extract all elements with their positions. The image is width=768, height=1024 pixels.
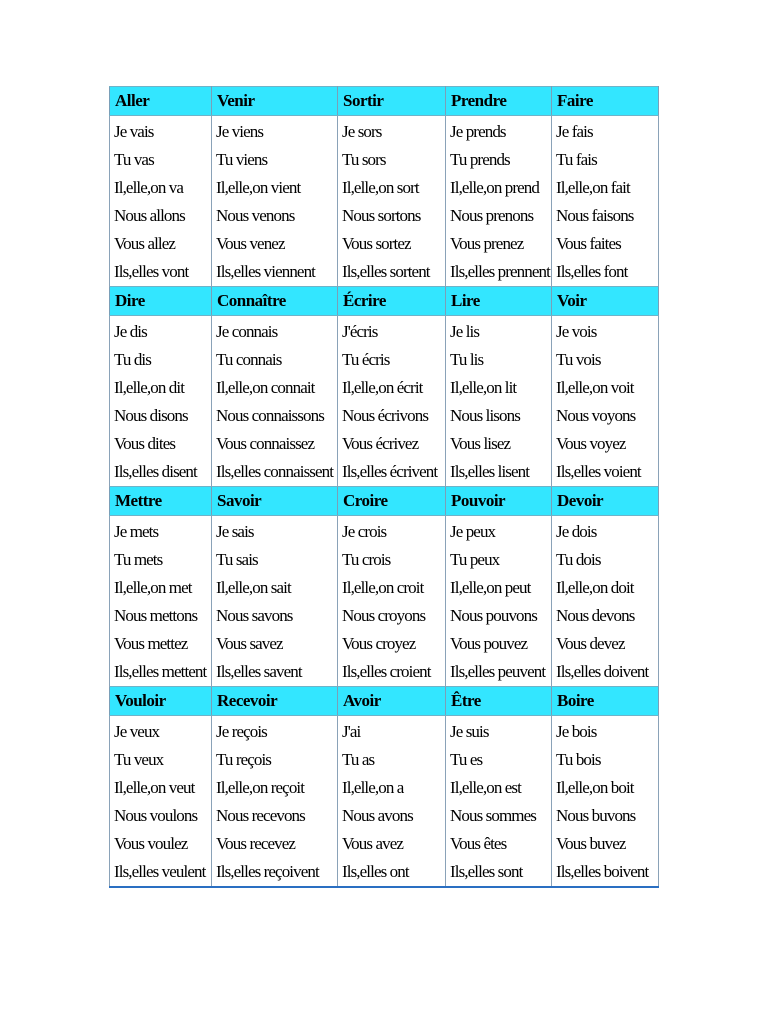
conjugated-form: Je dois bbox=[556, 522, 597, 541]
conjugated-form: Je connais bbox=[216, 322, 278, 341]
verb-name-cell: Devoir bbox=[552, 487, 659, 516]
conjugated-form: Ils,elles écrivent bbox=[342, 462, 438, 481]
conjugation-row bbox=[110, 316, 659, 487]
conjugated-form: Tu connais bbox=[216, 350, 282, 369]
conjugation-cell bbox=[552, 316, 659, 487]
verb-name-cell: Vouloir bbox=[110, 687, 212, 716]
conjugated-form: Tu mets bbox=[114, 550, 163, 569]
conjugated-form: Il,elle,on va bbox=[114, 178, 184, 197]
conjugated-form: Ils,elles prennent bbox=[450, 262, 550, 281]
conjugated-form: Vous recevez bbox=[216, 834, 296, 853]
conjugation-cell bbox=[212, 316, 338, 487]
conjugated-form: J'écris bbox=[342, 322, 378, 341]
conjugated-form: Il,elle,on reçoit bbox=[216, 778, 305, 797]
conjugated-form: Je dis bbox=[114, 322, 147, 341]
conjugation-cell bbox=[446, 516, 552, 687]
verb-name-cell: Recevoir bbox=[212, 687, 338, 716]
conjugation-cell bbox=[110, 716, 212, 888]
conjugated-form: Vous écrivez bbox=[342, 434, 419, 453]
verb-name-cell: Faire bbox=[552, 87, 659, 116]
conjugated-form: Je crois bbox=[342, 522, 387, 541]
verb-name-cell: Lire bbox=[446, 287, 552, 316]
conjugated-form: Nous sortons bbox=[342, 206, 421, 225]
conjugated-form: Tu sais bbox=[216, 550, 258, 569]
conjugated-form: Vous mettez bbox=[114, 634, 188, 653]
conjugated-form: Nous écrivons bbox=[342, 406, 429, 425]
conjugated-form: Je fais bbox=[556, 122, 593, 141]
verb-conjugation-table bbox=[109, 86, 659, 888]
conjugated-form: Ils,elles voient bbox=[556, 462, 641, 481]
conjugated-form: Ils,elles mettent bbox=[114, 662, 207, 681]
conjugated-form: Nous pouvons bbox=[450, 606, 537, 625]
conjugated-form: Tu dois bbox=[556, 550, 601, 569]
conjugated-form: Nous devons bbox=[556, 606, 635, 625]
conjugated-form: Ils,elles savent bbox=[216, 662, 302, 681]
conjugated-form: Ils,elles disent bbox=[114, 462, 197, 481]
conjugated-form: Vous devez bbox=[556, 634, 625, 653]
conjugation-cell bbox=[446, 716, 552, 888]
verb-header-row bbox=[110, 287, 659, 316]
verb-name-cell: Écrire bbox=[338, 287, 446, 316]
conjugated-form: Nous connaissons bbox=[216, 406, 324, 425]
conjugated-form: Nous sommes bbox=[450, 806, 536, 825]
conjugated-form: Ils,elles sont bbox=[450, 862, 523, 881]
conjugated-form: Ils,elles croient bbox=[342, 662, 431, 681]
verb-name-cell: Croire bbox=[338, 487, 446, 516]
conjugation-row bbox=[110, 116, 659, 287]
verb-header-row bbox=[110, 87, 659, 116]
conjugation-cell bbox=[110, 516, 212, 687]
conjugated-form: Vous sortez bbox=[342, 234, 411, 253]
conjugation-cell bbox=[338, 116, 446, 287]
verb-name-cell: Connaître bbox=[212, 287, 338, 316]
verb-name-cell: Mettre bbox=[110, 487, 212, 516]
conjugated-form: Ils,elles sortent bbox=[342, 262, 430, 281]
conjugated-form: Nous venons bbox=[216, 206, 295, 225]
conjugated-form: Je reçois bbox=[216, 722, 267, 741]
conjugated-form: Il,elle,on écrit bbox=[342, 378, 423, 397]
conjugated-form: Vous buvez bbox=[556, 834, 626, 853]
conjugated-form: Il,elle,on doit bbox=[556, 578, 634, 597]
conjugated-form: Tu as bbox=[342, 750, 375, 769]
conjugated-form: Nous avons bbox=[342, 806, 413, 825]
conjugated-form: Vous croyez bbox=[342, 634, 416, 653]
verb-name-cell: Pouvoir bbox=[446, 487, 552, 516]
conjugated-form: Nous lisons bbox=[450, 406, 520, 425]
conjugated-form: Nous disons bbox=[114, 406, 188, 425]
conjugated-form: Ils,elles viennent bbox=[216, 262, 315, 281]
conjugated-form: Tu veux bbox=[114, 750, 164, 769]
conjugated-form: Il,elle,on est bbox=[450, 778, 521, 797]
conjugated-form: Il,elle,on met bbox=[114, 578, 192, 597]
verb-name-cell: Avoir bbox=[338, 687, 446, 716]
conjugation-row bbox=[110, 716, 659, 888]
conjugated-form: Je sais bbox=[216, 522, 254, 541]
conjugated-form: Je sors bbox=[342, 122, 382, 141]
conjugated-form: Tu crois bbox=[342, 550, 391, 569]
conjugated-form: Tu viens bbox=[216, 150, 268, 169]
conjugated-form: Nous buvons bbox=[556, 806, 636, 825]
conjugated-form: Tu bois bbox=[556, 750, 601, 769]
verb-header-row bbox=[110, 687, 659, 716]
conjugated-form: Vous voulez bbox=[114, 834, 188, 853]
conjugated-form: Tu lis bbox=[450, 350, 484, 369]
verb-name-cell: Boire bbox=[552, 687, 659, 716]
verb-name-cell: Prendre bbox=[446, 87, 552, 116]
conjugated-form: Ils,elles ont bbox=[342, 862, 409, 881]
conjugated-form: Tu dis bbox=[114, 350, 151, 369]
conjugated-form: Je mets bbox=[114, 522, 159, 541]
conjugated-form: Tu sors bbox=[342, 150, 386, 169]
conjugated-form: Vous avez bbox=[342, 834, 403, 853]
conjugation-row bbox=[110, 516, 659, 687]
conjugated-form: Il,elle,on lit bbox=[450, 378, 517, 397]
conjugated-form: Vous allez bbox=[114, 234, 176, 253]
verb-name-cell: Être bbox=[446, 687, 552, 716]
conjugated-form: Il,elle,on vient bbox=[216, 178, 301, 197]
conjugated-form: Nous croyons bbox=[342, 606, 426, 625]
conjugated-form: Ils,elles reçoivent bbox=[216, 862, 319, 881]
conjugated-form: Nous mettons bbox=[114, 606, 198, 625]
conjugated-form: Vous faites bbox=[556, 234, 621, 253]
conjugated-form: Il,elle,on voit bbox=[556, 378, 634, 397]
conjugated-form: Vous lisez bbox=[450, 434, 511, 453]
conjugated-form: Vous connaissez bbox=[216, 434, 315, 453]
conjugated-form: Ils,elles peuvent bbox=[450, 662, 546, 681]
verb-name-cell: Sortir bbox=[338, 87, 446, 116]
conjugation-table-body bbox=[110, 87, 659, 888]
conjugation-cell bbox=[338, 516, 446, 687]
conjugated-form: Nous faisons bbox=[556, 206, 634, 225]
conjugation-cell bbox=[446, 316, 552, 487]
conjugated-form: Tu écris bbox=[342, 350, 390, 369]
conjugated-form: Je vais bbox=[114, 122, 154, 141]
conjugated-form: Tu reçois bbox=[216, 750, 272, 769]
conjugated-form: Vous venez bbox=[216, 234, 285, 253]
conjugated-form: Vous dites bbox=[114, 434, 176, 453]
conjugated-form: Nous prenons bbox=[450, 206, 534, 225]
conjugated-form: Ils,elles lisent bbox=[450, 462, 530, 481]
conjugated-form: Tu es bbox=[450, 750, 483, 769]
conjugation-cell bbox=[212, 516, 338, 687]
conjugated-form: Je vois bbox=[556, 322, 597, 341]
conjugation-cell bbox=[552, 716, 659, 888]
conjugation-cell bbox=[338, 716, 446, 888]
conjugated-form: Je prends bbox=[450, 122, 506, 141]
conjugated-form: Ils,elles doivent bbox=[556, 662, 649, 681]
conjugated-form: Il,elle,on connait bbox=[216, 378, 315, 397]
conjugated-form: Je suis bbox=[450, 722, 489, 741]
conjugation-cell bbox=[212, 716, 338, 888]
verb-name-cell: Venir bbox=[212, 87, 338, 116]
conjugated-form: Vous êtes bbox=[450, 834, 507, 853]
conjugation-cell bbox=[338, 316, 446, 487]
conjugated-form: Il,elle,on peut bbox=[450, 578, 531, 597]
conjugated-form: Il,elle,on sort bbox=[342, 178, 419, 197]
conjugated-form: Je viens bbox=[216, 122, 264, 141]
conjugated-form: Il,elle,on prend bbox=[450, 178, 539, 197]
conjugated-form: Tu vas bbox=[114, 150, 154, 169]
conjugated-form: Il,elle,on boit bbox=[556, 778, 634, 797]
conjugated-form: Je bois bbox=[556, 722, 597, 741]
conjugated-form: Nous allons bbox=[114, 206, 185, 225]
conjugated-form: Je lis bbox=[450, 322, 480, 341]
conjugated-form: Il,elle,on dit bbox=[114, 378, 185, 397]
conjugation-cell bbox=[446, 116, 552, 287]
conjugation-cell bbox=[552, 116, 659, 287]
conjugated-form: Nous savons bbox=[216, 606, 293, 625]
conjugated-form: Tu fais bbox=[556, 150, 597, 169]
verb-name-cell: Dire bbox=[110, 287, 212, 316]
conjugated-form: Tu peux bbox=[450, 550, 500, 569]
conjugated-form: Tu vois bbox=[556, 350, 601, 369]
conjugation-cell bbox=[110, 116, 212, 287]
conjugated-form: Il,elle,on croit bbox=[342, 578, 424, 597]
conjugated-form: Il,elle,on sait bbox=[216, 578, 291, 597]
conjugated-form: Ils,elles connaissent bbox=[216, 462, 334, 481]
conjugated-form: Vous voyez bbox=[556, 434, 626, 453]
conjugation-cell bbox=[212, 116, 338, 287]
conjugated-form: Ils,elles boivent bbox=[556, 862, 649, 881]
conjugated-form: Ils,elles font bbox=[556, 262, 628, 281]
conjugated-form: Ils,elles vont bbox=[114, 262, 189, 281]
conjugated-form: Vous prenez bbox=[450, 234, 524, 253]
conjugated-form: Nous voyons bbox=[556, 406, 636, 425]
conjugation-cell bbox=[110, 316, 212, 487]
conjugated-form: Il,elle,on a bbox=[342, 778, 404, 797]
conjugated-form: Vous pouvez bbox=[450, 634, 528, 653]
verb-name-cell: Aller bbox=[110, 87, 212, 116]
verb-header-row bbox=[110, 487, 659, 516]
conjugated-form: Vous savez bbox=[216, 634, 283, 653]
conjugated-form: Je peux bbox=[450, 522, 496, 541]
conjugation-cell bbox=[552, 516, 659, 687]
conjugated-form: Je veux bbox=[114, 722, 160, 741]
conjugated-form: J'ai bbox=[342, 722, 361, 741]
conjugated-form: Il,elle,on fait bbox=[556, 178, 630, 197]
verb-name-cell: Voir bbox=[552, 287, 659, 316]
conjugated-form: Nous voulons bbox=[114, 806, 198, 825]
conjugated-form: Ils,elles veulent bbox=[114, 862, 206, 881]
conjugated-form: Nous recevons bbox=[216, 806, 305, 825]
verb-name-cell: Savoir bbox=[212, 487, 338, 516]
conjugated-form: Tu prends bbox=[450, 150, 510, 169]
conjugated-form: Il,elle,on veut bbox=[114, 778, 195, 797]
